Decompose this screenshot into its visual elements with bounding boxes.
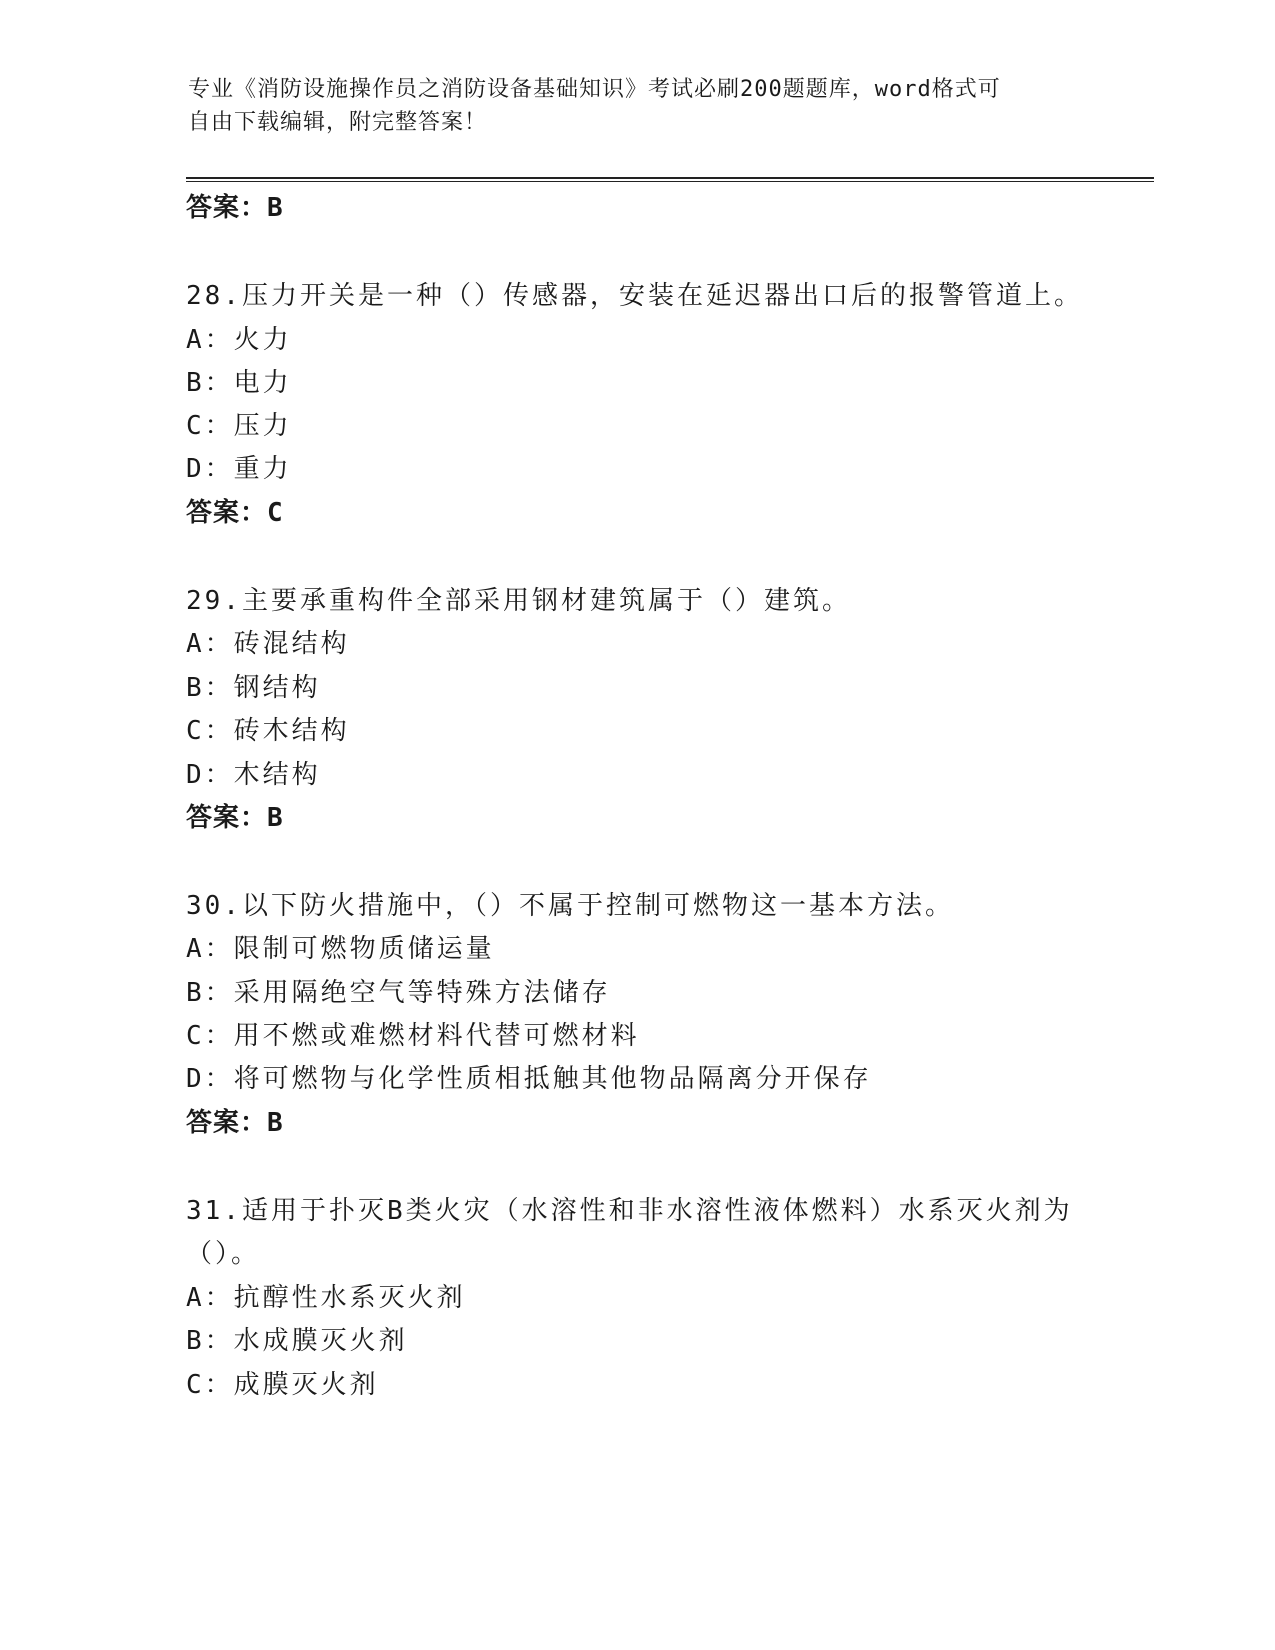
header-divider-thin	[186, 181, 1154, 182]
question-30-stem: 30.以下防火措施中，（）不属于控制可燃物这一基本方法。	[186, 891, 954, 921]
document-header	[188, 73, 1088, 139]
question-31-stem: 31.适用于扑灭B类火灾（水溶性和非水溶性液体燃料）水系灭火剂为	[186, 1196, 1073, 1226]
question-28-stem: 28.压力开关是一种（）传感器，安装在延迟器出口后的报警管道上。	[186, 281, 1083, 311]
question-31-option-c: C：成膜灭火剂	[186, 1370, 379, 1400]
question-29-option-a: A：砖混结构	[186, 629, 350, 659]
question-30-option-a: A：限制可燃物质储运量	[186, 934, 495, 964]
question-31-stem-continued: （）。	[186, 1239, 261, 1269]
question-28-answer: 答案：C	[186, 498, 284, 528]
previous-answer: 答案：B	[186, 193, 284, 223]
question-28-option-a: A：火力	[186, 325, 292, 355]
question-28-option-b: B：电力	[186, 368, 292, 398]
question-29-answer: 答案：B	[186, 803, 284, 833]
question-30-option-b: B：采用隔绝空气等特殊方法储存	[186, 978, 611, 1008]
question-29-stem: 29.主要承重构件全部采用钢材建筑属于（）建筑。	[186, 586, 851, 616]
question-30-answer: 答案：B	[186, 1108, 284, 1138]
question-30-option-d: D：将可燃物与化学性质相抵触其他物品隔离分开保存	[186, 1064, 872, 1094]
question-30-option-c: C：用不燃或难燃材料代替可燃材料	[186, 1021, 640, 1051]
question-28-option-c: C：压力	[186, 411, 292, 441]
header-divider-thick	[186, 177, 1154, 179]
question-29-option-b: B：钢结构	[186, 673, 321, 703]
question-31-option-b: B：水成膜灭火剂	[186, 1326, 408, 1356]
question-31-option-a: A：抗醇性水系灭火剂	[186, 1283, 466, 1313]
header-line-1: 专业《消防设施操作员之消防设备基础知识》考试必刷200题题库，word格式可	[188, 77, 1001, 102]
header-line-2: 自由下载编辑，附完整答案！	[188, 110, 488, 135]
question-29-option-c: C：砖木结构	[186, 716, 350, 746]
question-29-option-d: D：木结构	[186, 760, 321, 790]
question-28-option-d: D：重力	[186, 454, 292, 484]
